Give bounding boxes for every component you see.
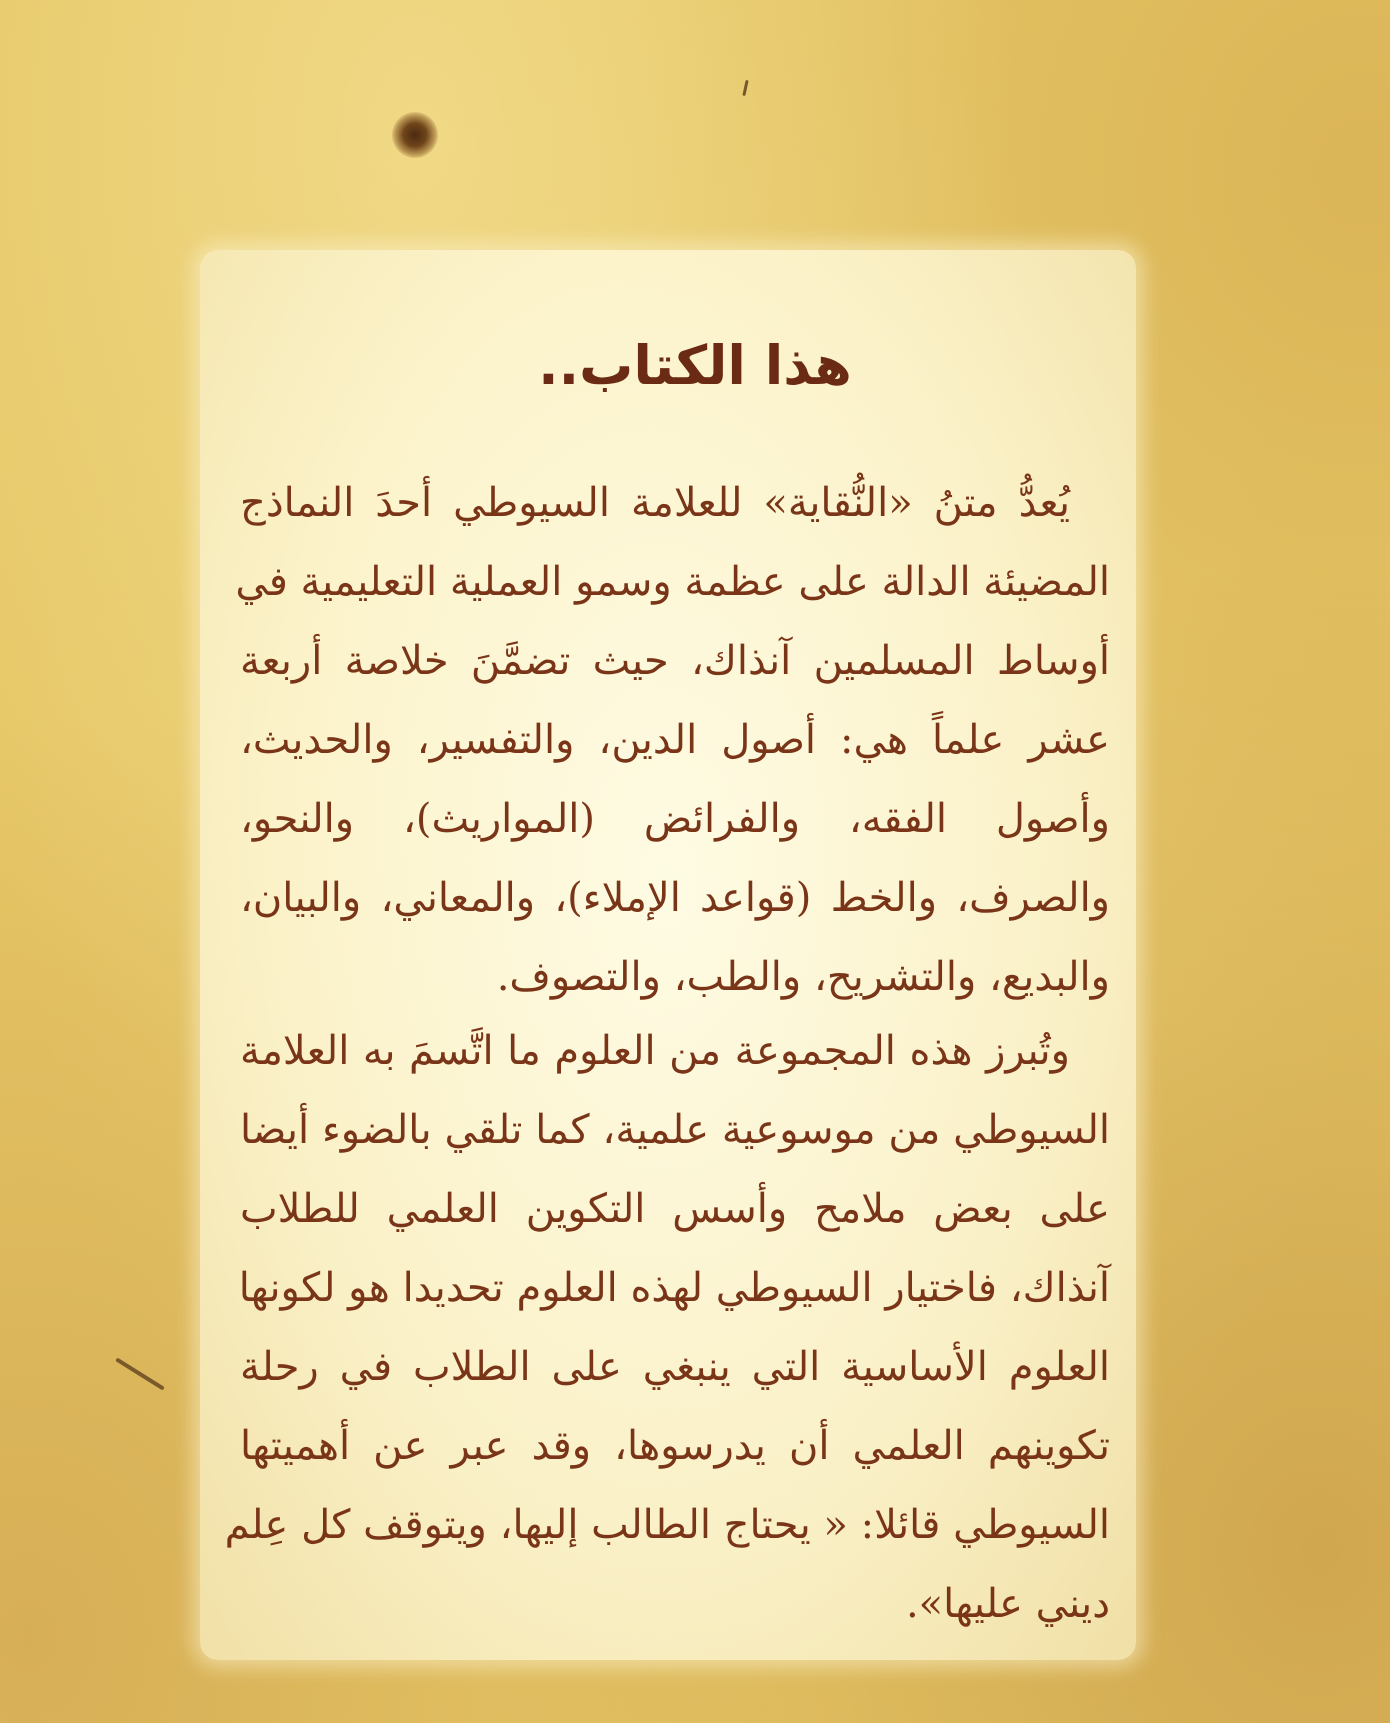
text-line: السيوطي قائلا: « يحتاج الطالب إليها، ويتوقف كل عِلم xyxy=(224,1502,1110,1548)
text-line: يُعدُّ متنُ «النُّقاية» للعلامة السيوطي أحدَ النماذج xyxy=(240,480,1070,526)
text-line: تكوينهم العلمي أن يدرسوها، وقد عبر عن أهميتها xyxy=(240,1423,1110,1469)
text-line: السيوطي من موسوعية علمية، كما تلقي بالضوء أيضا xyxy=(240,1107,1110,1153)
text-line: ديني عليها». xyxy=(905,1581,1110,1627)
text-line: وأصول الفقه، والفرائض (المواريث)، والنحو، xyxy=(240,796,1110,842)
text-line: وتُبرز هذه المجموعة من العلوم ما اتَّسمَ به العلامة xyxy=(240,1028,1070,1074)
text-line: آنذاك، فاختيار السيوطي لهذه العلوم تحديدا هو لكونها xyxy=(238,1265,1110,1311)
text-line: المضيئة الدالة على عظمة وسمو العملية التعليمية في xyxy=(235,559,1110,605)
text-line: على بعض ملامح وأسس التكوين العلمي للطلاب xyxy=(240,1186,1110,1232)
text-line: والصرف، والخط (قواعد الإملاء)، والمعاني، والبيان، xyxy=(240,875,1110,921)
text-line: عشر علماً هي: أصول الدين، والتفسير، والحديث، xyxy=(240,717,1110,763)
paragraph-2 xyxy=(224,1012,1110,1644)
paragraph-1 xyxy=(235,464,1110,1017)
page-title: هذا الكتاب.. xyxy=(538,334,852,397)
text-line: والبديع، والتشريح، والطب، والتصوف. xyxy=(496,954,1110,1000)
text-line: أوساط المسلمين آنذاك، حيث تضمَّنَ خلاصة أربعة xyxy=(240,638,1110,684)
paper-stain xyxy=(392,112,438,158)
paper-scratch xyxy=(115,1357,165,1390)
paper-scratch xyxy=(742,80,748,96)
text-line: العلوم الأساسية التي ينبغي على الطلاب في رحلة xyxy=(240,1344,1110,1390)
